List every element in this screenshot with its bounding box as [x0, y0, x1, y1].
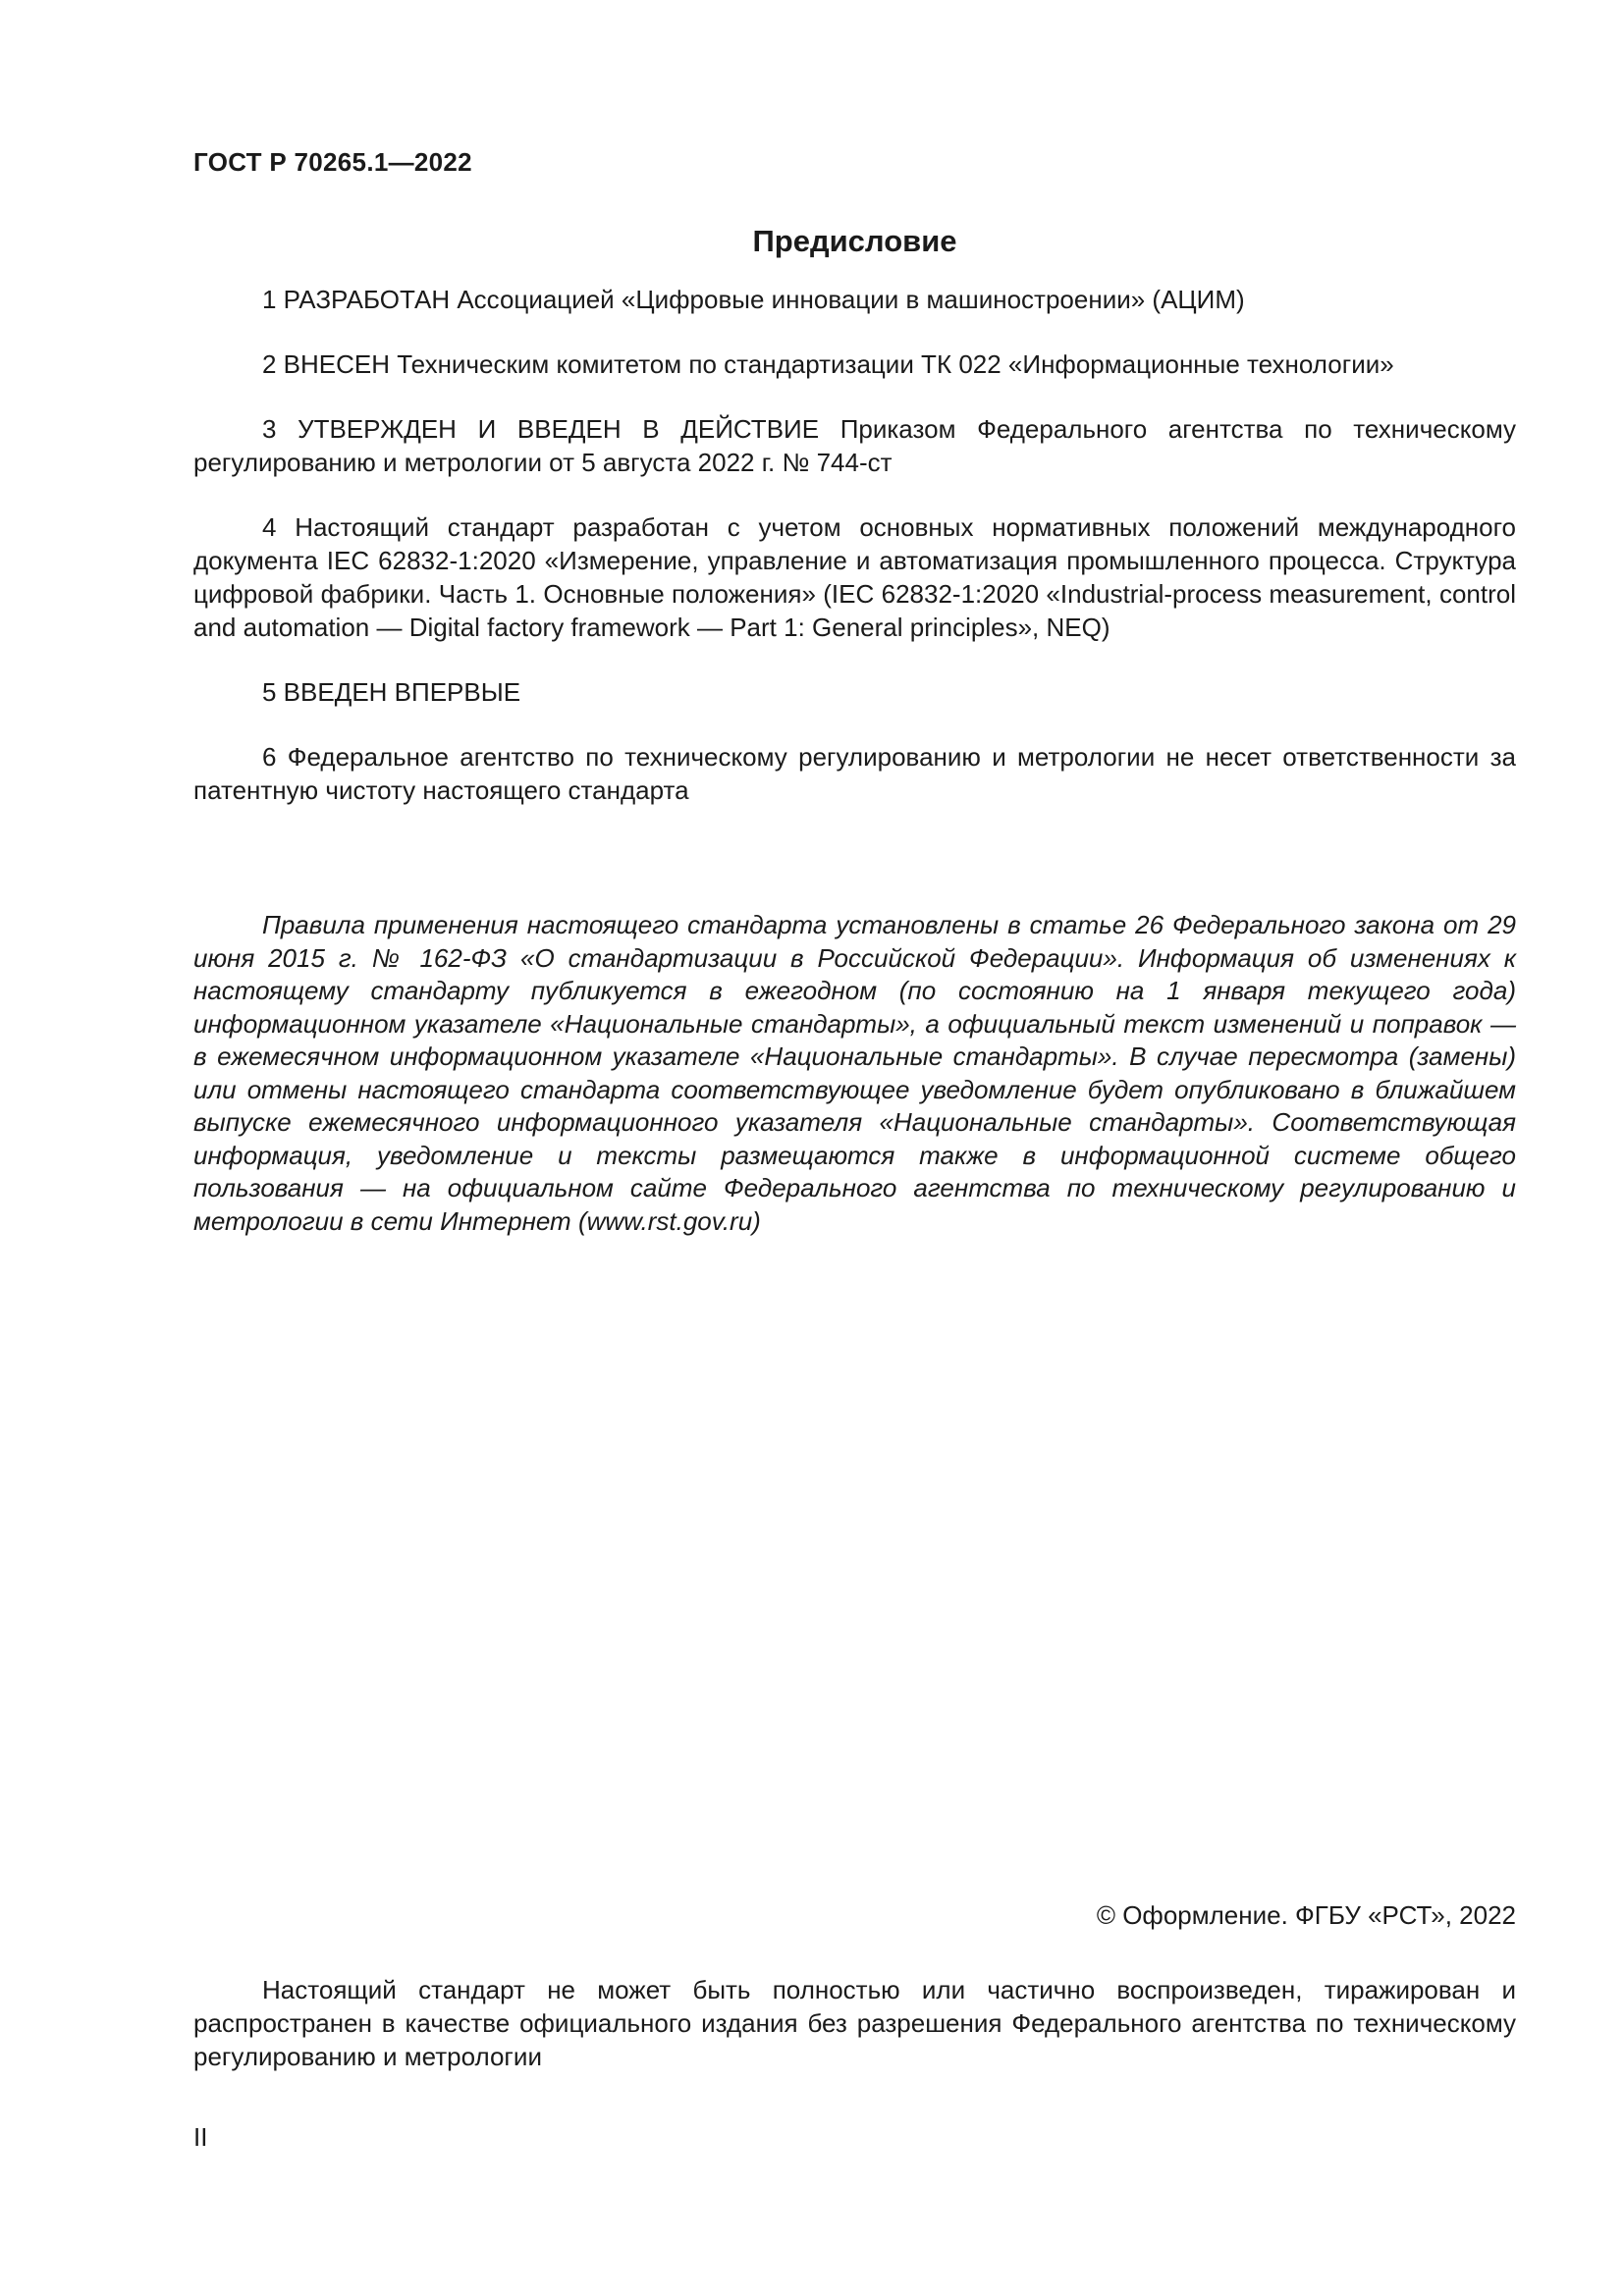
foreword-item-2: 2 ВНЕСЕН Техническим комитетом по стандартизации ТК 022 «Информационные технологии» [262, 349, 1394, 379]
foreword-item-6: 6 Федеральное агентство по техническому регулированию и метрологии не несет ответственности за патентную чистоту настоящего стандарта [193, 742, 1516, 805]
foreword-item-3: 3 УТВЕРЖДЕН И ВВЕДЕН В ДЕЙСТВИЕ Приказом Федерального агентства по техническому регулированию и метрологии от 5 августа 2022 г. № 744-ст [193, 414, 1516, 477]
copyright-line: © Оформление. ФГБУ «РСТ», 2022 [1096, 1900, 1516, 1930]
application-notice: Правила применения настоящего стандарта установлены в статье 26 Федерального закона от 29 июня 2015 г. № 162-ФЗ «О стандартизации в Российской Федерации». Информация об изменениях к настоящему стандарту публикуется в ежегодном (по состоянию на 1 января текущего года) информационном указателе «Национальные стандарты», а официальный текст изменений и поправок — в ежемесячном информационном указателе «Национальные стандарты». В случае пересмотра (замены) или отмены настоящего стандарта соответствующее уведомление будет опубликовано в ближайшем выпуске ежемесячного информационного указателя «Национальные стандарты». Соответствующая информация, уведомление и тексты размещаются также в информационной системе общего пользования — на официальном сайте Федерального агентства по техническому регулированию и метрологии в сети Интернет (www.rst.gov.ru) [193, 910, 1516, 1236]
foreword-items [193, 283, 1516, 838]
document-code: ГОСТ Р 70265.1—2022 [193, 147, 472, 177]
foreword-item-5: 5 ВВЕДЕН ВПЕРВЫЕ [262, 677, 521, 707]
foreword-item-4: 4 Настоящий стандарт разработан с учетом основных нормативных положений международного документа IEC 62832-1:2020 «Измерение, управление и автоматизация промышленного процесса. Структура цифровой фабрики. Часть 1. Основные положения» (IEC 62832-1:2020 «Industrial-process measurement, control and automation — Digital factory framework — Part 1: General principles», NEQ) [193, 512, 1516, 642]
foreword-item-1: 1 РАЗРАБОТАН Ассоциацией «Цифровые инновации в машиностроении» (АЦИМ) [262, 285, 1245, 314]
page-number: II [193, 2122, 208, 2152]
foreword-title: Предисловие [752, 224, 957, 258]
reproduction-notice: Настоящий стандарт не может быть полностью или частично воспроизведен, тиражирован и распространен в качестве официального издания без разрешения Федерального агентства по техническому регулированию и метрологии [193, 1975, 1516, 2071]
